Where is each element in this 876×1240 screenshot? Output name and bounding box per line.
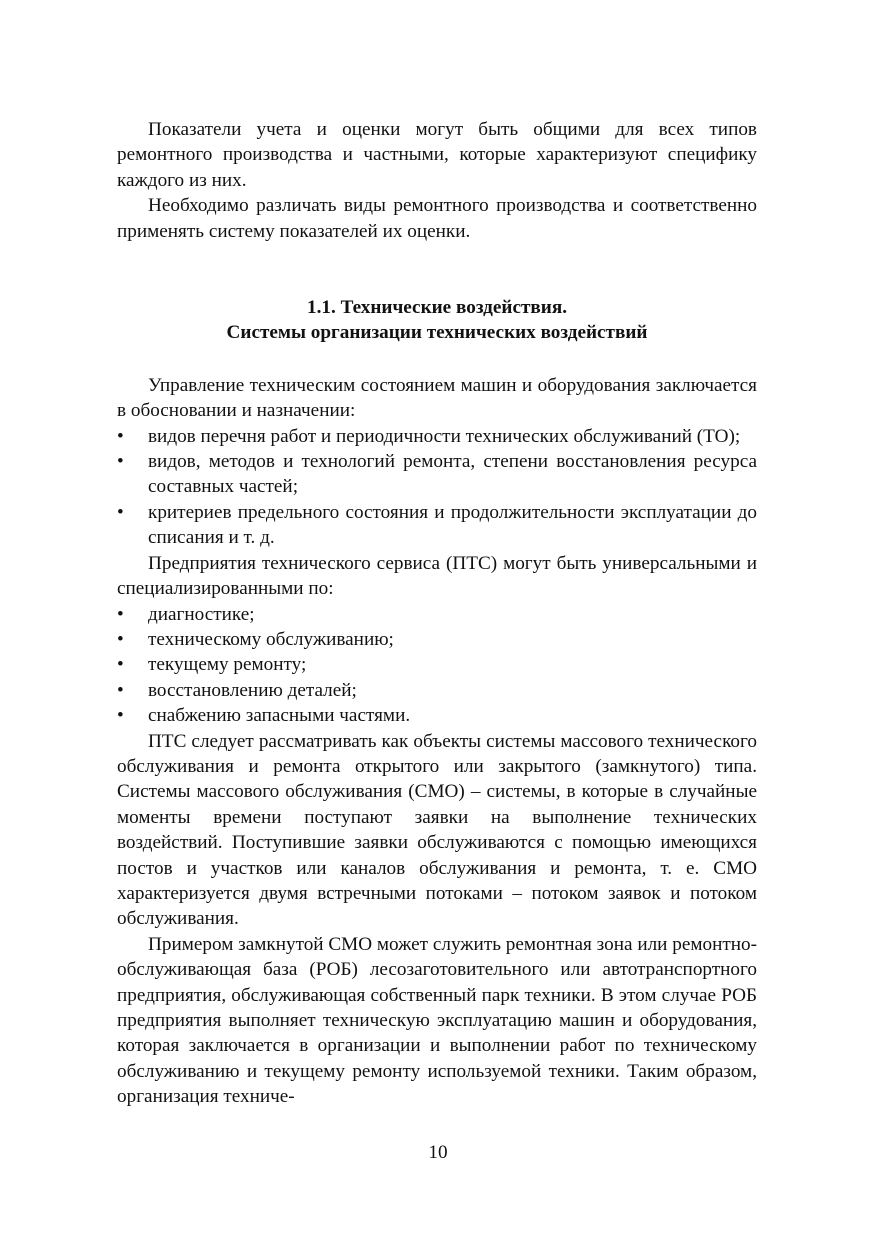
bullet-icon: • [117, 501, 124, 523]
list-item [117, 500, 757, 551]
list-item [117, 449, 757, 500]
list-item [117, 703, 757, 728]
smo-paragraph: ПТС следует рассматривать как объекты системы массового технического обслуживания и ремонта открытого или закрытого (замкнутого) типа. Системы массового обслуживания (СМО) – системы, в которые в случайные моменты времени поступают заявки на выполнение технических воздействий. Поступившие заявки обслуживаются с помощью имеющихся постов и участков или каналов обслуживания и ремонта, т. е. СМО характеризуется двумя встречными потоками – потоком заявок и потоком обслуживания. [117, 730, 757, 930]
list-item-text: восстановлению деталей; [148, 679, 357, 701]
list-item-text: текущему ремонту; [148, 654, 307, 676]
list-item-text: критериев предельного состояния и продолжительности эксплуатации до списания и т. д. [148, 501, 757, 549]
list-item [117, 424, 757, 449]
bullet-icon: • [117, 654, 124, 676]
list-item-text: диагностике; [148, 603, 255, 625]
example-paragraph: Примером замкнутой СМО может служить ремонтная зона или ремонтно-обслуживающая база (РОБ) лесозаготовительного или автотранспортного предприятия, обслуживающая собственный парк техники. В этом случае РОБ предприятия выполняет техническую эксплуатацию машин и оборудования, которая заключается в организации и выполнении работ по техническому обслуживанию и текущему ремонту используемой техники. Таким образом, организация техниче- [117, 933, 757, 1108]
list-item-text: техническому обслуживанию; [148, 628, 394, 650]
intro-paragraph-1: Показатели учета и оценки могут быть общими для всех типов ремонтного производства и частными, которые характеризуют специфику каждого из них. [117, 119, 757, 191]
management-list [117, 424, 757, 551]
list-item [117, 602, 757, 627]
list-item-text: видов перечня работ и периодичности технических обслуживаний (ТО); [148, 425, 741, 447]
bullet-icon: • [117, 425, 124, 447]
bullet-icon: • [117, 705, 124, 727]
list-item [117, 627, 757, 652]
management-paragraph: Управление техническим состоянием машин и оборудования заключается в обосновании и назначении: [117, 374, 757, 422]
list-item-text: снабжению запасными частями. [148, 705, 411, 727]
page-number: 10 [428, 1142, 448, 1163]
spacer [117, 244, 757, 295]
page-body [117, 117, 757, 1110]
pts-list [117, 602, 757, 729]
bullet-icon: • [117, 679, 124, 701]
list-item [117, 652, 757, 677]
section-heading-line-1: 1.1. Технические воздействия. [307, 297, 567, 319]
list-item-text: видов, методов и технологий ремонта, степени восстановления ресурса составных частей; [148, 451, 757, 498]
intro-paragraph-2: Необходимо различать виды ремонтного производства и соответственно применять систему показателей их оценки. [117, 195, 757, 242]
bullet-icon: • [117, 451, 124, 473]
list-item [117, 678, 757, 703]
bullet-icon: • [117, 628, 124, 650]
section-heading [117, 295, 757, 346]
spacer [117, 346, 757, 373]
section-heading-line-2: Системы организации технических воздействий [226, 322, 648, 344]
bullet-icon: • [117, 603, 124, 625]
pts-paragraph: Предприятия технического сервиса (ПТС) могут быть универсальными и специализированными по: [117, 552, 757, 600]
